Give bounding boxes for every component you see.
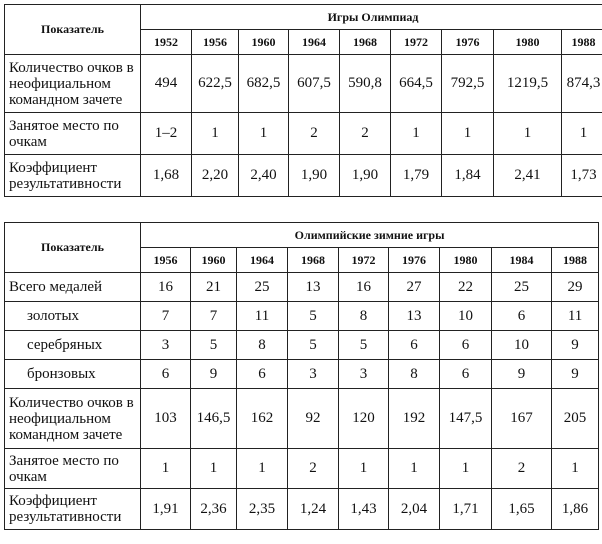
table-cell: 1 bbox=[494, 113, 562, 155]
year-header: 1960 bbox=[191, 248, 237, 273]
table-cell: 1,91 bbox=[141, 489, 191, 530]
table-cell: 874,3 bbox=[562, 55, 602, 113]
table-cell: 5 bbox=[288, 331, 339, 360]
table-cell: 792,5 bbox=[442, 55, 494, 113]
year-header: 1972 bbox=[391, 30, 442, 55]
table-cell: 6 bbox=[440, 331, 492, 360]
year-header: 1988 bbox=[562, 30, 602, 55]
table-cell: 1 bbox=[562, 113, 602, 155]
year-header: 1968 bbox=[288, 248, 339, 273]
table-cell: 22 bbox=[440, 273, 492, 302]
year-header: 1980 bbox=[440, 248, 492, 273]
table-row bbox=[5, 489, 599, 530]
table-cell: 1,84 bbox=[442, 155, 494, 197]
corner-header: Показатель bbox=[5, 223, 141, 273]
table-cell: 664,5 bbox=[391, 55, 442, 113]
row-label: золотых bbox=[5, 302, 141, 331]
table-cell: 1 bbox=[442, 113, 494, 155]
group-header: Игры Олимпиад bbox=[141, 5, 602, 30]
table-cell: 2,40 bbox=[239, 155, 289, 197]
table-row bbox=[5, 155, 602, 197]
table-cell: 7 bbox=[141, 302, 191, 331]
table-cell: 1 bbox=[339, 449, 389, 489]
table-cell: 1,73 bbox=[562, 155, 602, 197]
row-label: бронзовых bbox=[5, 360, 141, 389]
table-cell: 2,20 bbox=[192, 155, 239, 197]
year-header: 1972 bbox=[339, 248, 389, 273]
table-cell: 2 bbox=[492, 449, 552, 489]
row-label: Занятое место по очкам bbox=[5, 113, 141, 155]
table-row bbox=[5, 449, 599, 489]
table-cell: 1,71 bbox=[440, 489, 492, 530]
table-row bbox=[5, 389, 599, 449]
table-cell: 3 bbox=[288, 360, 339, 389]
table-cell: 6 bbox=[492, 302, 552, 331]
table-cell: 590,8 bbox=[340, 55, 391, 113]
table-row bbox=[5, 273, 599, 302]
row-label: Всего медалей bbox=[5, 273, 141, 302]
table-cell: 103 bbox=[141, 389, 191, 449]
table-cell: 11 bbox=[237, 302, 288, 331]
year-header: 1956 bbox=[141, 248, 191, 273]
table-cell: 1,90 bbox=[289, 155, 340, 197]
row-label: Количество очков в неофициальном командном зачете bbox=[5, 55, 141, 113]
table-cell: 5 bbox=[288, 302, 339, 331]
table-cell: 682,5 bbox=[239, 55, 289, 113]
table-cell: 8 bbox=[389, 360, 440, 389]
year-header: 1952 bbox=[141, 30, 192, 55]
year-header: 1976 bbox=[442, 30, 494, 55]
table-cell: 1 bbox=[391, 113, 442, 155]
table-cell: 29 bbox=[552, 273, 599, 302]
table-row bbox=[5, 331, 599, 360]
table-cell: 7 bbox=[191, 302, 237, 331]
table-cell: 16 bbox=[339, 273, 389, 302]
table-cell: 192 bbox=[389, 389, 440, 449]
year-header: 1976 bbox=[389, 248, 440, 273]
row-label: Коэффициент результативности bbox=[5, 155, 141, 197]
table-cell: 16 bbox=[141, 273, 191, 302]
table-row bbox=[5, 360, 599, 389]
table-cell: 9 bbox=[191, 360, 237, 389]
table-cell: 1 bbox=[191, 449, 237, 489]
year-header: 1980 bbox=[494, 30, 562, 55]
row-label: серебряных bbox=[5, 331, 141, 360]
table-cell: 2,35 bbox=[237, 489, 288, 530]
table-cell: 6 bbox=[440, 360, 492, 389]
table-cell: 1,86 bbox=[552, 489, 599, 530]
table-cell: 146,5 bbox=[191, 389, 237, 449]
table-row bbox=[5, 55, 602, 113]
table-cell: 3 bbox=[141, 331, 191, 360]
table-cell: 10 bbox=[492, 331, 552, 360]
table-cell: 2 bbox=[288, 449, 339, 489]
table-cell: 9 bbox=[552, 360, 599, 389]
table-cell: 2,41 bbox=[494, 155, 562, 197]
table-cell: 1,68 bbox=[141, 155, 192, 197]
table-cell: 1 bbox=[192, 113, 239, 155]
table-cell: 162 bbox=[237, 389, 288, 449]
table-cell: 6 bbox=[237, 360, 288, 389]
table-cell: 1 bbox=[440, 449, 492, 489]
table-cell: 13 bbox=[288, 273, 339, 302]
table-row bbox=[5, 302, 599, 331]
table-cell: 5 bbox=[339, 331, 389, 360]
table-cell: 92 bbox=[288, 389, 339, 449]
year-header: 1984 bbox=[492, 248, 552, 273]
table-cell: 622,5 bbox=[192, 55, 239, 113]
table-cell: 1,43 bbox=[339, 489, 389, 530]
table-cell: 2 bbox=[289, 113, 340, 155]
table-cell: 1 bbox=[141, 449, 191, 489]
table-cell: 2,04 bbox=[389, 489, 440, 530]
table-cell: 8 bbox=[339, 302, 389, 331]
year-header: 1988 bbox=[552, 248, 599, 273]
table-cell: 607,5 bbox=[289, 55, 340, 113]
corner-header: Показатель bbox=[5, 5, 141, 55]
table-cell: 205 bbox=[552, 389, 599, 449]
year-header: 1960 bbox=[239, 30, 289, 55]
table-cell: 167 bbox=[492, 389, 552, 449]
table-cell: 1 bbox=[239, 113, 289, 155]
row-label: Количество очков в неофициальном командном зачете bbox=[5, 389, 141, 449]
table-cell: 8 bbox=[237, 331, 288, 360]
table-cell: 6 bbox=[389, 331, 440, 360]
table-cell: 1 bbox=[237, 449, 288, 489]
table-cell: 1 bbox=[552, 449, 599, 489]
summer-olympics-table bbox=[4, 4, 602, 197]
row-label: Коэффициент результативности bbox=[5, 489, 141, 530]
row-label: Занятое место по очкам bbox=[5, 449, 141, 489]
group-header: Олимпийские зимние игры bbox=[141, 223, 599, 248]
year-header: 1964 bbox=[237, 248, 288, 273]
table-cell: 27 bbox=[389, 273, 440, 302]
table-cell: 21 bbox=[191, 273, 237, 302]
table-cell: 11 bbox=[552, 302, 599, 331]
table-cell: 5 bbox=[191, 331, 237, 360]
table-cell: 3 bbox=[339, 360, 389, 389]
table-row bbox=[5, 113, 602, 155]
table-cell: 1–2 bbox=[141, 113, 192, 155]
table-cell: 6 bbox=[141, 360, 191, 389]
table-cell: 120 bbox=[339, 389, 389, 449]
table-cell: 9 bbox=[492, 360, 552, 389]
table-cell: 2,36 bbox=[191, 489, 237, 530]
table-cell: 25 bbox=[237, 273, 288, 302]
winter-olympics-table bbox=[4, 222, 599, 530]
year-header: 1964 bbox=[289, 30, 340, 55]
table-cell: 1,24 bbox=[288, 489, 339, 530]
table-cell: 1,79 bbox=[391, 155, 442, 197]
table-cell: 1 bbox=[389, 449, 440, 489]
year-header: 1968 bbox=[340, 30, 391, 55]
table-cell: 1,90 bbox=[340, 155, 391, 197]
table-cell: 10 bbox=[440, 302, 492, 331]
table-cell: 13 bbox=[389, 302, 440, 331]
table-cell: 494 bbox=[141, 55, 192, 113]
table-cell: 147,5 bbox=[440, 389, 492, 449]
table-cell: 9 bbox=[552, 331, 599, 360]
table-cell: 1219,5 bbox=[494, 55, 562, 113]
year-header: 1956 bbox=[192, 30, 239, 55]
table-cell: 2 bbox=[340, 113, 391, 155]
table-cell: 25 bbox=[492, 273, 552, 302]
table-cell: 1,65 bbox=[492, 489, 552, 530]
